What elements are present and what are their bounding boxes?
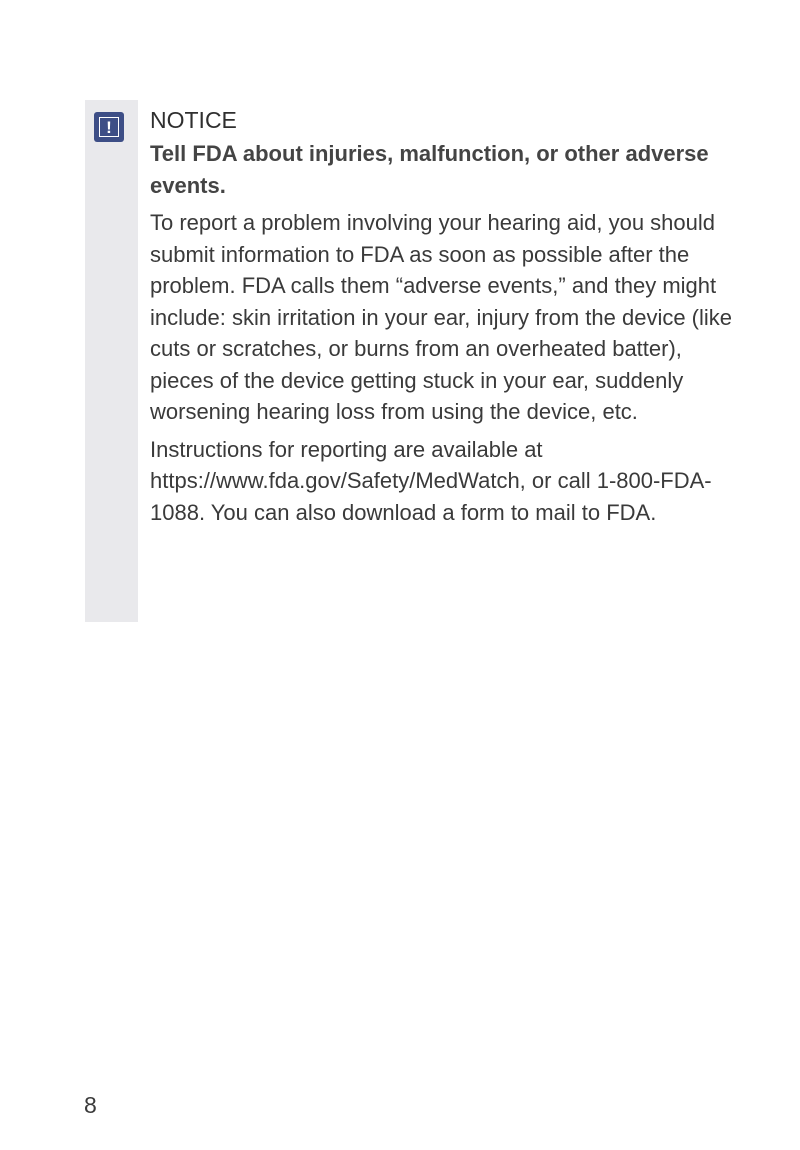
page-number: 8 <box>84 1092 97 1118</box>
exclamation-icon-glyph: ! <box>99 117 119 137</box>
notice-sidebar <box>85 100 138 622</box>
notice-box <box>85 100 735 622</box>
notice-subtitle: Tell FDA about injuries, malfunction, or other adverse events. <box>150 141 709 198</box>
exclamation-icon <box>94 112 124 142</box>
notice-paragraph-2: Instructions for reporting are available at https://www.fda.gov/Safety/MedWatch, or call 1-800-FDA-1088. You can also download a form to mail to FDA. <box>150 436 712 525</box>
notice-content <box>150 104 735 528</box>
notice-title: NOTICE <box>150 107 237 133</box>
notice-paragraph-1: To report a problem involving your hearing aid, you should submit information to FDA as soon as possible after the problem. FDA calls them “adverse events,” and they might include: skin irritation in your ear, injury from the device (like cuts or scratches, or burns from an overheated batter), pieces of the device getting stuck in your ear, suddenly worsening hearing loss from using the device, etc. <box>150 210 733 424</box>
